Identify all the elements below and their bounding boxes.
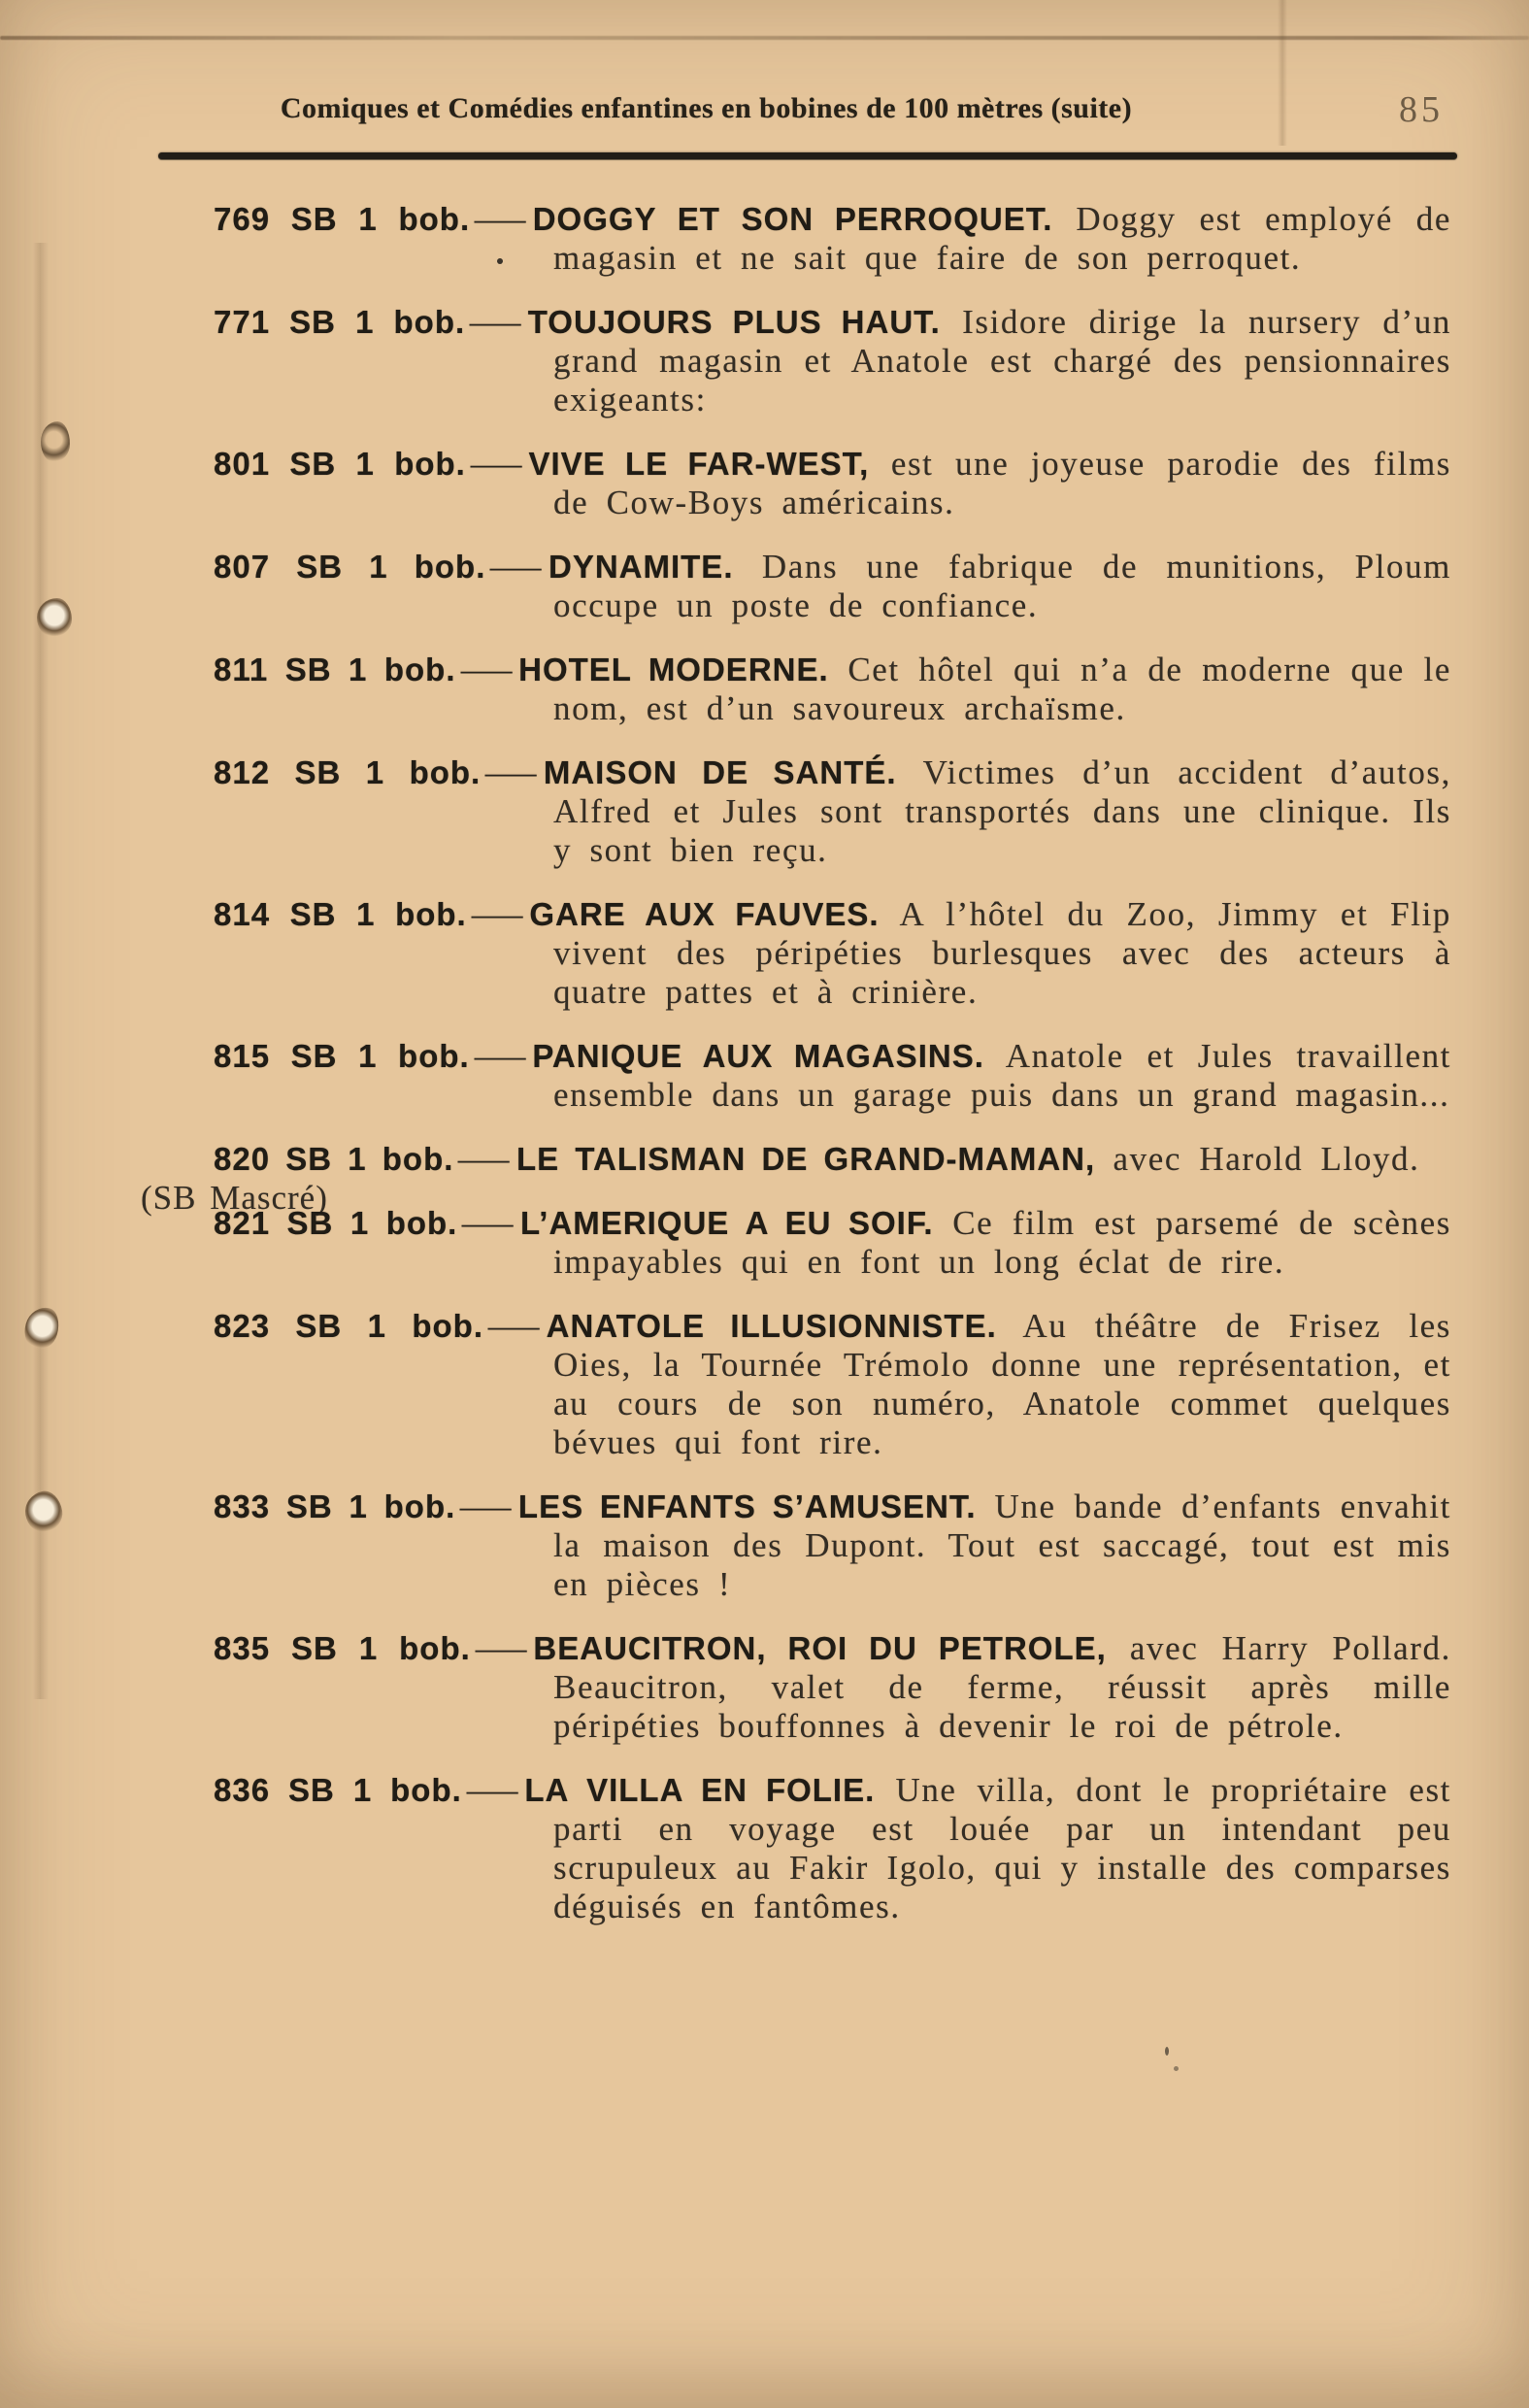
entry-description: Une bande d’enfants envahit la maison des Dupont. Tout est saccagé, tout est mis en pièces ! <box>553 1488 1451 1603</box>
entry-description: Au théâtre de Frisez les Oies, la Tournée Trémolo donne une représentation, et au cours de son numéro, Anatole commet quelques bévues qui font rire. <box>553 1307 1452 1461</box>
entry-title: LE TALISMAN DE GRAND-MAMAN, <box>516 1141 1096 1177</box>
ink-speck <box>497 258 503 264</box>
catalog-entry <box>214 445 1451 522</box>
ink-speck <box>1165 2047 1169 2056</box>
entry-description: A l’hôtel du Zoo, Jimmy et Flip vivent des péripéties burlesques avec des acteurs à quatre pattes et à crinière. <box>553 895 1451 1011</box>
film-entry-list <box>141 200 1452 1952</box>
entry-number: 836 SB 1 bob. <box>214 1772 462 1808</box>
catalog-entry <box>141 1140 1451 1217</box>
page-header-row <box>0 89 1529 135</box>
entry-title: DYNAMITE. <box>548 549 734 585</box>
paper-hole <box>37 598 72 637</box>
entry-title: TOUJOURS PLUS HAUT. <box>527 304 941 340</box>
entry-title: LA VILLA EN FOLIE. <box>524 1772 876 1808</box>
entry-title: ANATOLE ILLUSIONNISTE. <box>546 1308 997 1344</box>
catalog-entry <box>214 1488 1451 1604</box>
entry-description: Dans une fabrique de munitions, Ploum occupe un poste de confiance. <box>553 548 1451 624</box>
catalog-entry <box>214 753 1451 870</box>
entry-dash: — <box>469 303 523 341</box>
entry-dash: — <box>460 1488 515 1525</box>
catalog-entry <box>214 1307 1451 1462</box>
entry-number: 801 SB 1 bob. <box>214 446 466 482</box>
entry-dash: — <box>475 1629 529 1667</box>
entry-dash: — <box>487 1307 542 1345</box>
ink-speck <box>1174 2066 1179 2071</box>
entry-number: 769 SB 1 bob. <box>214 201 471 237</box>
entry-number: 815 SB 1 bob. <box>214 1038 470 1074</box>
entry-title: BEAUCITRON, ROI DU PETROLE, <box>533 1630 1107 1666</box>
entry-description: Ce film est parsemé de scènes impayables qui en font un long éclat de rire. <box>553 1204 1451 1281</box>
entry-dash: — <box>460 651 515 688</box>
entry-title: L’AMERIQUE A EU SOIF. <box>519 1205 934 1241</box>
entry-description: Cet hôtel qui n’a de moderne que le nom, est d’un savoureux archaïsme. <box>553 651 1451 727</box>
catalog-entry <box>214 1629 1451 1746</box>
header-rule <box>158 152 1457 159</box>
entry-dash: — <box>458 1140 513 1178</box>
entry-title: PANIQUE AUX MAGASINS. <box>532 1038 984 1074</box>
entry-dash: — <box>462 1204 516 1242</box>
entry-number: 771 SB 1 bob. <box>214 304 466 340</box>
entry-number: 821 SB 1 bob. <box>214 1205 458 1241</box>
entry-description: Une villa, dont le propriétaire est parti en voyage est louée par un intendant peu scrupuleux au Fakir Igolo, qui y installe des comparses déguisés en fantômes. <box>553 1771 1451 1925</box>
entry-number: 814 SB 1 bob. <box>214 896 467 932</box>
entry-title: DOGGY ET SON PERROQUET. <box>532 201 1053 237</box>
entry-description: avec Harry Pollard. Beaucitron, valet de ferme, réussit après mille péripéties bouffonnes à devenir le roi de pétrole. <box>553 1629 1451 1745</box>
entry-dash: — <box>485 753 539 791</box>
entry-dash: — <box>474 1037 528 1075</box>
entry-number: 833 SB 1 bob. <box>214 1488 456 1524</box>
entry-description: Isidore dirige la nursery d’un grand magasin et Anatole est chargé des pensionnaires exigeants: <box>553 303 1451 418</box>
entry-title: GARE AUX FAUVES. <box>529 896 880 932</box>
entry-dash: — <box>474 200 528 238</box>
entry-number: 835 SB 1 bob. <box>214 1630 471 1666</box>
entry-secondary-number: (SB Mascré) <box>141 1179 328 1217</box>
catalog-entry <box>214 895 1451 1012</box>
entry-number: 812 SB 1 bob. <box>214 754 482 790</box>
catalog-entry <box>214 651 1451 728</box>
entry-number: 823 SB 1 bob. <box>214 1308 483 1344</box>
entry-description: Anatole et Jules travaillent ensemble dans un garage puis dans un grand magasin... <box>553 1037 1452 1114</box>
vertical-paper-crease-left <box>33 243 49 1699</box>
entry-dash: — <box>470 445 524 483</box>
entry-number: 820 SB 1 bob. <box>214 1141 454 1177</box>
catalog-entry <box>214 200 1451 278</box>
paper-hole <box>22 1488 66 1535</box>
catalog-entry <box>214 548 1451 625</box>
entry-description: est une joyeuse parodie des films de Cow-Boys américains. <box>553 445 1451 521</box>
paper-hole <box>20 1303 63 1353</box>
catalog-entry <box>214 1771 1451 1926</box>
entry-number: 807 SB 1 bob. <box>214 549 486 585</box>
entry-title: LES ENFANTS S’AMUSENT. <box>517 1488 977 1524</box>
entry-dash: — <box>471 895 525 933</box>
entry-dash: — <box>466 1771 520 1809</box>
page-number: 85 <box>1399 89 1444 130</box>
paper-hole <box>41 421 70 462</box>
catalog-entry <box>214 1204 1451 1282</box>
entry-number: 811 SB 1 bob. <box>214 652 456 687</box>
catalog-entry <box>214 303 1451 419</box>
entry-description: avec Harold Lloyd. <box>1113 1140 1420 1178</box>
horizontal-paper-crease <box>0 36 1529 40</box>
entry-title: HOTEL MODERNE. <box>518 652 829 687</box>
entry-title: VIVE LE FAR-WEST, <box>528 446 870 482</box>
catalog-entry <box>214 1037 1451 1115</box>
entry-title: MAISON DE SANTÉ. <box>543 754 897 790</box>
page-header-title: Comiques et Comédies enfantines en bobines de 100 mètres (suite) <box>280 92 1133 124</box>
entry-dash: — <box>490 548 545 585</box>
entry-description: Doggy est employé de magasin et ne sait que faire de son perroquet. <box>553 200 1451 277</box>
entry-description: Victimes d’un accident d’autos, Alfred et Jules sont transportés dans une clinique. Ils y sont bien reçu. <box>553 753 1452 869</box>
